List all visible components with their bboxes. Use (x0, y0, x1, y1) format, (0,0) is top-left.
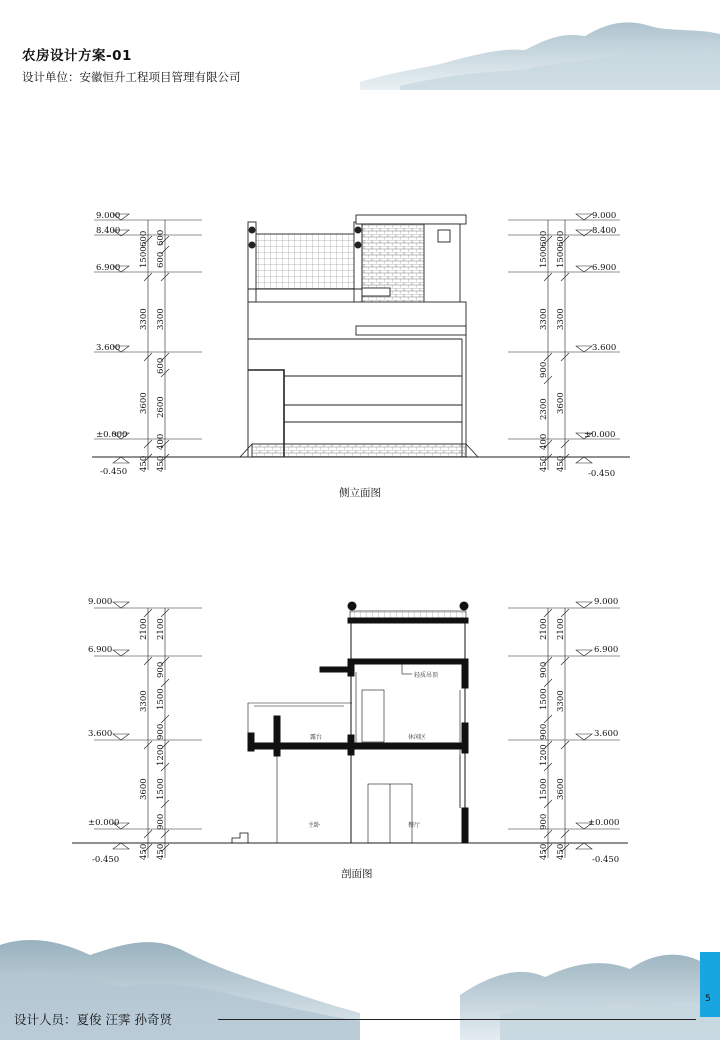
sect-dim: 2100 (556, 618, 566, 640)
sect-dim: 450 (139, 843, 149, 860)
sect-level-right: 9.000 (594, 597, 619, 607)
elev-dim: 2300 (539, 398, 549, 420)
elev-level-left: 8.400 (96, 226, 121, 236)
elev-dim: 600 (156, 251, 166, 268)
designers: 设计人员：夏俊 汪霁 孙奇贤 (14, 1012, 172, 1027)
sect-dim: 3300 (556, 690, 566, 712)
design-unit: 设计单位：安徽恒升工程项目管理有限公司 (22, 70, 241, 84)
elev-level-left: 9.000 (96, 211, 121, 221)
elev-dim: 3300 (156, 308, 166, 330)
elev-dim: 3300 (539, 308, 549, 330)
elev-level-right: 9.000 (592, 211, 617, 221)
footer-divider (218, 1019, 696, 1020)
sect-dim: 3600 (139, 778, 149, 800)
sect-dim: 900 (156, 723, 166, 740)
elev-dim: 3600 (139, 392, 149, 414)
sect-dim: 1500 (156, 688, 166, 710)
page-tab (700, 952, 720, 1017)
elev-level-right: ±0.000 (584, 430, 616, 440)
sect-dim: 450 (156, 843, 166, 860)
sect-dim: 900 (156, 813, 166, 830)
elev-level-left: ±0.000 (96, 430, 128, 440)
sect-dim: 3300 (139, 690, 149, 712)
sect-level-left: 9.000 (88, 597, 113, 607)
elev-dim: 450 (539, 455, 549, 472)
elev-level-right: 3.600 (592, 343, 617, 353)
room-label: 主卧 (308, 822, 321, 829)
elev-dim: 450 (156, 455, 166, 472)
sect-dim: 1200 (539, 744, 549, 766)
page-number: 5 (705, 994, 711, 1004)
sect-dim: 900 (539, 813, 549, 830)
elev-dim: 400 (539, 433, 549, 450)
sect-level-right: ±0.000 (588, 818, 620, 828)
elev-dim: 3300 (556, 308, 566, 330)
elev-level-left: 3.600 (96, 343, 121, 353)
room-label: 露台 (310, 734, 323, 741)
sect-dim: 2100 (156, 618, 166, 640)
elev-dim: 1500 (556, 246, 566, 268)
room-label: 餐厅 (408, 822, 421, 829)
elev-dim: 3300 (139, 308, 149, 330)
elev-dim: 900 (539, 361, 549, 378)
sect-dim: 2100 (139, 618, 149, 640)
elev-dim: 400 (156, 433, 166, 450)
elev-dim: 600 (139, 230, 149, 247)
sect-level-left: 6.900 (88, 645, 113, 655)
sect-level-right: -0.450 (592, 855, 620, 865)
elev-level-left: -0.450 (100, 467, 128, 477)
elev-dim: 600 (156, 229, 166, 246)
sect-dim: 450 (556, 843, 566, 860)
sect-dim: 900 (539, 661, 549, 678)
section-note: 轻质吊顶 (414, 672, 439, 679)
sect-dim: 1500 (539, 778, 549, 800)
elev-level-right: 6.900 (592, 263, 617, 273)
elev-level-right: 8.400 (592, 226, 617, 236)
room-label: 休闲区 (408, 734, 427, 741)
elevation-building (240, 215, 478, 457)
elev-dim: 450 (139, 455, 149, 472)
sect-dim: 450 (539, 843, 549, 860)
elev-dim: 1500 (539, 246, 549, 268)
elev-dim: 600 (539, 230, 549, 247)
elev-dim: 2600 (156, 396, 166, 418)
sect-level-left: 3.600 (88, 729, 113, 739)
section-caption: 剖面图 (341, 868, 373, 880)
elev-dim: 450 (556, 455, 566, 472)
sect-dim: 3600 (556, 778, 566, 800)
section-building (232, 602, 468, 843)
elev-level-left: 6.900 (96, 263, 121, 273)
sect-dim: 2100 (539, 618, 549, 640)
sect-level-right: 3.600 (594, 729, 619, 739)
sect-dim: 900 (156, 661, 166, 678)
sect-dim: 1200 (156, 744, 166, 766)
elev-dim: 1500 (139, 246, 149, 268)
elev-dim: 600 (156, 357, 166, 374)
page-title: 农房设计方案-01 (22, 48, 132, 64)
sect-level-right: 6.900 (594, 645, 619, 655)
elev-dim: 600 (556, 230, 566, 247)
elev-level-right: -0.450 (588, 469, 616, 479)
sect-dim: 1500 (539, 688, 549, 710)
sect-level-left: ±0.000 (88, 818, 120, 828)
elev-dim: 3600 (556, 392, 566, 414)
sect-dim: 900 (539, 723, 549, 740)
sect-level-left: -0.450 (92, 855, 120, 865)
sect-dim: 1500 (156, 778, 166, 800)
elevation-caption: 侧立面图 (339, 487, 381, 499)
